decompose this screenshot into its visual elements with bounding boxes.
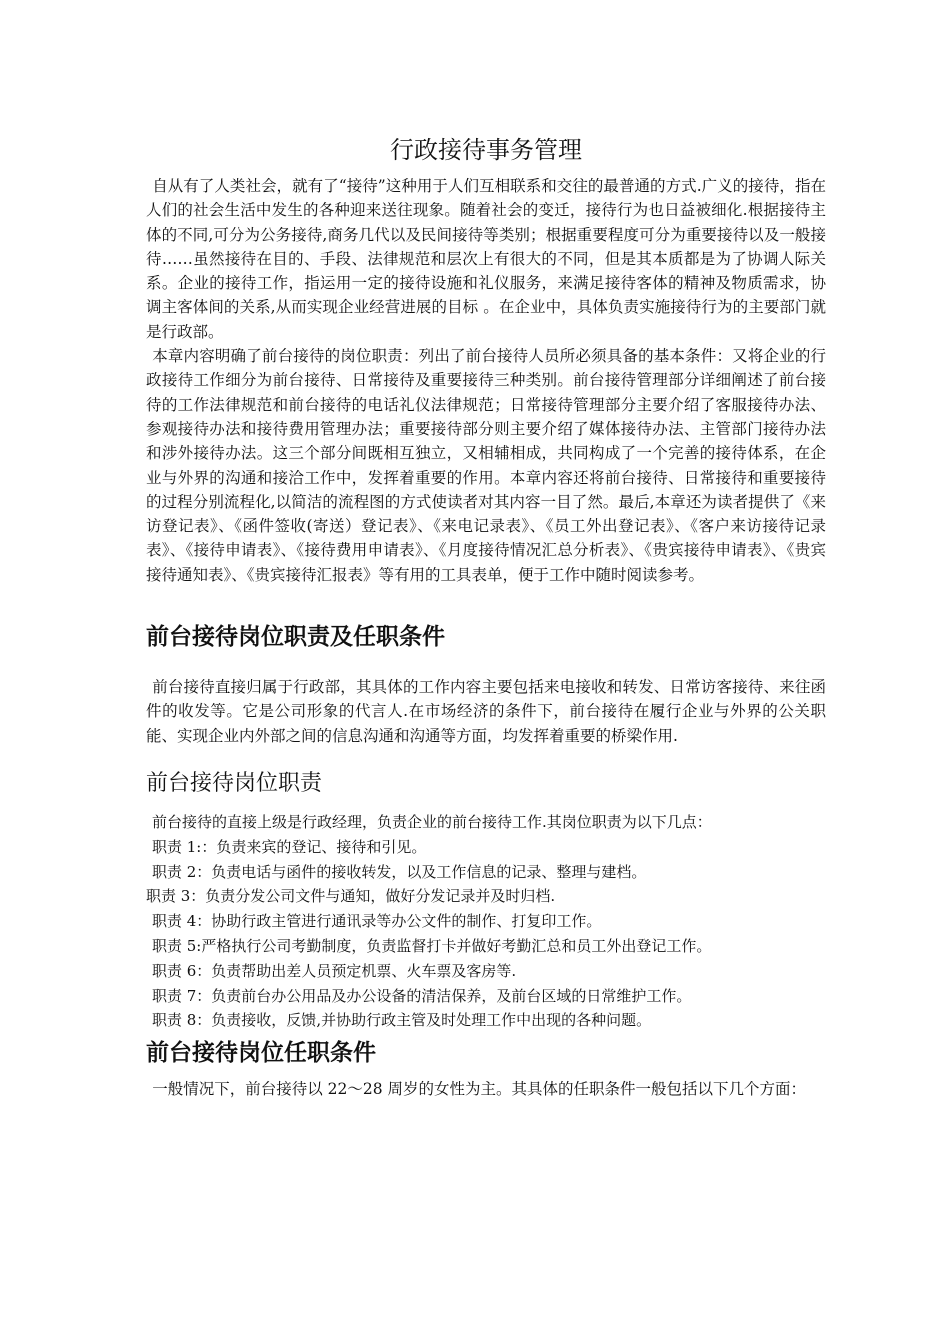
section-heading-qualifications: 前台接待岗位任职条件 [146,1040,376,1067]
duties-intro: 前台接待的直接上级是行政经理，负责企业的前台接待工作.其岗位职责为以下几点： [152,812,712,831]
section-heading-duties-and-conditions: 前台接待岗位职责及任职条件 [146,624,445,651]
duty-item-6: 职责 6：负责帮助出差人员预定机票、火车票及客房等. [152,961,517,980]
duty-item-5: 职责 5:严格执行公司考勤制度，负责监督打卡并做好考勤汇总和员工外出登记工作。 [152,936,712,955]
duty-item-4: 职责 4：协助行政主管进行通讯录等办公文件的制作、打复印工作。 [152,912,602,931]
document-page [146,132,826,1101]
duty-item-8: 职责 8：负责接收，反馈,并协助行政主管及时处理工作中出现的各种问题。 [152,1011,652,1030]
duty-item-1: 职责 1:：负责来宾的登记、接待和引见。 [152,837,427,856]
section3-paragraph: 一般情况下，前台接待以 22～28 周岁的女性为主。其具体的任职条件一般包括以下几个方面： [152,1080,806,1099]
duty-item-2: 职责 2：负责电话与函件的接收转发，以及工作信息的记录、整理与建档。 [152,862,647,881]
intro-paragraph-1: 自从有了人类社会，就有了“接待”这种用于人们互相联系和交往的最普通的方式.广义的接待，指在人们的社会生活中发生的各种迎来送往现象。随着社会的变迁，接待行为也日益被细化.根据接待主体的不同,可分为公务接待,商务几代以及民间接待等类别；根据重要程度可分为重要接待以及一般接待……虽然接待在目的、手段、法律规范和层次上有很大的不同，但是其本质都是为了协调人际关系。企业的接待工作，指运用一定的接待设施和礼仪服务，来满足接待客体的精神及物质需求，协调主客体间的关系,从而实现企业经营进展的目标 。在企业中，具体负责实施接待行为的主要部门就是行政部。 [146,177,826,341]
section1-paragraph: 前台接待直接归属于行政部，其具体的工作内容主要包括来电接收和转发、日常访客接待、来往函件的收发等。它是公司形象的代言人.在市场经济的条件下，前台接待在履行企业与外界的公关职能、实现企业内外部之间的信息沟通和沟通等方面，均发挥着重要的桥梁作用. [146,678,826,745]
duty-item-3: 职责 3：负责分发公司文件与通知，做好分发记录并及时归档. [146,887,556,906]
duty-item-7: 职责 7：负责前台办公用品及办公设备的清洁保养，及前台区域的日常维护工作。 [152,986,692,1005]
section-heading-duties: 前台接待岗位职责 [146,770,323,796]
document-title: 行政接待事务管理 [390,136,582,164]
intro-paragraph-2: 本章内容明确了前台接待的岗位职责：列出了前台接待人员所必须具备的基本条件：又将企业的行政接待工作细分为前台接待、日常接待及重要接待三种类别。前台接待管理部分详细阐述了前台接待的工作法律规范和前台接待的电话礼仪法律规范；日常接待管理部分主要介绍了客服接待办法、参观接待办法和接待费用管理办法；重要接待部分则主要介绍了媒体接待办法、主管部门接待办法和涉外接待办法。这三个部分间既相互独立，又相辅相成，共同构成了一个完善的接待体系，在企业与外界的沟通和接洽工作中，发挥着重要的作用。本章内容还将前台接待、日常接待和重要接待的过程分别流程化,以简洁的流程图的方式使读者对其内容一目了然。最后,本章还为读者提供了《来访登记表》、《函件签收(寄送）登记表》、《来电记录表》、《员工外出登记表》、《客户来访接待记录表》、《接待申请表》、《接待费用申请表》、《月度接待情况汇总分析表》、《贵宾接待申请表》、《贵宾接待通知表》、《贵宾接待汇报表》等有用的工具表单，便于工作中随时阅读参考。 [146,347,826,584]
